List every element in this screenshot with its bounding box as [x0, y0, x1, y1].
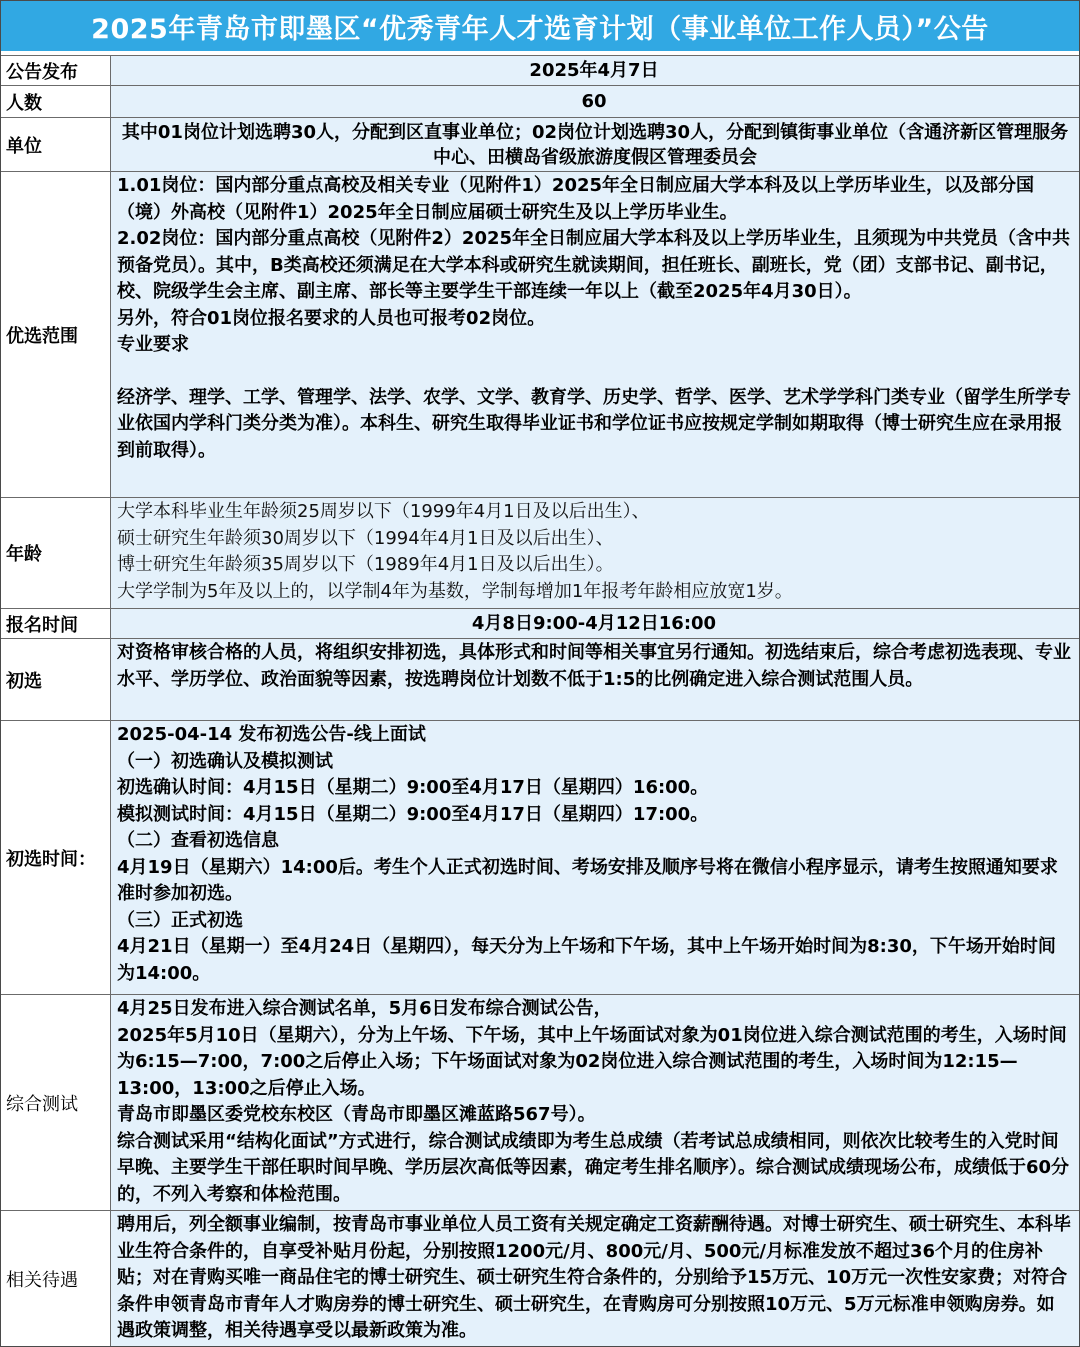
prelim-time-line: 模拟测试时间：4月15日（星期二）9:00至4月17日（星期四）17:00。: [117, 803, 709, 825]
prelim-time-line: 4月21日（星期一）至4月24日（星期四），每天分为上午场和下午场，其中上午场开始时间为8:30，下午场开始时间为14:00。: [117, 936, 1056, 984]
age-line: 博士研究生年龄须35周岁以下（1989年4月1日及以后出生）。: [117, 554, 614, 575]
prelim-time-line: 2025-04-14 发布初选公告-线上面试: [117, 724, 426, 745]
row-prelim-time: [1, 720, 1079, 994]
scope-line: 2.02岗位：国内部分重点高校（见附件2）2025年全日制应届大学本科及以上学历毕业生，且须现为中共党员（含中共预备党员）。其中，B类高校还须满足在大学本科或研究生就读期间，担任班长、副班长，党（团）支部书记、副书记，校、院级学生会主席、副主席、部长等主要学生干部连续一年以上（截至2025年4月30日）。: [117, 228, 1071, 302]
test-line: 2025年5月10日（星期六），分为上午场、下午场，其中上午场面试对象为01岗位进入综合测试范围的考生，入场时间为6:15—7:00，7:00之后停止入场；下午场面试对象为02岗位进入综合测试范围的考生，入场时间为12:15—13:00，13:00之后停止入场。: [117, 1024, 1067, 1099]
label-prelim: 初选: [1, 639, 111, 720]
test-line: 4月25日发布进入综合测试名单，5月6日发布综合测试公告，: [117, 998, 612, 1019]
label-scope: 优选范围: [1, 172, 111, 497]
label-count: 人数: [1, 86, 111, 117]
row-signup: [1, 608, 1079, 638]
row-count: [1, 85, 1079, 117]
prelim-time-line: （一）初选确认及模拟测试: [117, 750, 333, 772]
age-line: 硕士研究生年龄须30周岁以下（1994年4月1日及以后出生）、: [117, 527, 614, 549]
row-benefits: [1, 1210, 1079, 1346]
label-prelim-time: 初选时间：: [1, 721, 111, 994]
row-test: [1, 994, 1079, 1210]
label-publish: 公告发布: [1, 56, 111, 85]
prelim-time-line: 初选确认时间：4月15日（星期二）9:00至4月17日（星期四）16:00。: [117, 777, 709, 798]
value-unit: 其中01岗位计划选聘30人，分配到区直事业单位；02岗位计划选聘30人，分配到镇街事业单位（含通济新区管理服务中心、田横岛省级旅游度假区管理委员会: [111, 118, 1079, 171]
scope-line: 1.01岗位：国内部分重点高校及相关专业（见附件1）2025年全日制应届大学本科及以上学历毕业生，以及部分国（境）外高校（见附件1）2025年全日制应届硕士研究生及以上学历毕业生。: [117, 175, 1035, 223]
scope-line: 专业要求: [117, 334, 189, 355]
value-age: [111, 498, 1079, 608]
test-line: 青岛市即墨区委党校东校区（青岛市即墨区滩蓝路567号）。: [117, 1104, 596, 1125]
age-line: 大学本科毕业生年龄须25周岁以下（1999年4月1日及以后出生）、: [117, 501, 650, 522]
value-publish: 2025年4月7日: [111, 56, 1079, 85]
prelim-time-line: （二）查看初选信息: [117, 830, 279, 851]
value-benefits: 聘用后，列全额事业编制，按青岛市事业单位人员工资有关规定确定工资薪酬待遇。对博士研究生、硕士研究生、本科毕业生符合条件的，自享受补贴月份起，分别按照1200元/月、800元/月、500元/月标准发放不超过36个月的住房补贴；对在青购买唯一商品住宅的博士研究生、硕士研究生符合条件的，分别给予15万元、10万元一次性安家费；对符合条件申领青岛市青年人才购房券的博士研究生、硕士研究生，在青购房可分别按照10万元、5万元标准申领购房券。如遇政策调整，相关待遇享受以最新政策为准。: [111, 1211, 1079, 1346]
scope-line: 经济学、理学、工学、管理学、法学、农学、文学、教育学、历史学、哲学、医学、艺术学学科门类专业（留学生所学专业依国内学科门类分类为准）。本科生、研究生取得毕业证书和学位证书应按规定学制如期取得（博士研究生应在录用报到前取得）。: [117, 386, 1071, 461]
prelim-time-line: 4月19日（星期六）14:00后。考生个人正式初选时间、考场安排及顺序号将在微信小程序显示，请考生按照通知要求准时参加初选。: [117, 856, 1058, 904]
test-line: 综合测试采用“结构化面试”方式进行，综合测试成绩即为考生总成绩（若考试总成绩相同，则依次比较考生的入党时间早晚、主要学生干部任职时间早晚、学历层次高低等因素，确定考生排名顺序）。综合测试成绩现场公布，成绩低于60分的，不列入考察和体检范围。: [117, 1130, 1070, 1205]
value-prelim-time: [111, 721, 1079, 994]
value-prelim: 对资格审核合格的人员，将组织安排初选，具体形式和时间等相关事宜另行通知。初选结束后，综合考虑初选表现、专业水平、学历学位、政治面貌等因素，按选聘岗位计划数不低于1:5的比例确定进入综合测试范围人员。: [111, 639, 1079, 720]
value-scope: [111, 172, 1079, 497]
row-unit: [1, 117, 1079, 171]
scope-line: 另外，符合01岗位报名要求的人员也可报考02岗位。: [117, 307, 546, 329]
row-prelim: [1, 638, 1079, 720]
row-publish: [1, 55, 1079, 85]
label-age: 年龄: [1, 498, 111, 608]
prelim-time-line: （三）正式初选: [117, 909, 243, 931]
value-count: 60: [111, 86, 1079, 117]
label-test: 综合测试: [1, 995, 111, 1210]
label-unit: 单位: [1, 118, 111, 171]
age-line: 大学学制为5年及以上的，以学制4年为基数，学制每增加1年报考年龄相应放宽1岁。: [117, 580, 793, 602]
page-title: 2025年青岛市即墨区“优秀青年人才选育计划（事业单位工作人员）”公告: [1, 1, 1079, 53]
value-signup: 4月8日9:00-4月12日16:00: [111, 609, 1079, 638]
row-age: [1, 497, 1079, 608]
label-benefits: 相关待遇: [1, 1211, 111, 1346]
value-test: [111, 995, 1079, 1210]
row-scope: [1, 171, 1079, 497]
label-signup: 报名时间: [1, 609, 111, 638]
